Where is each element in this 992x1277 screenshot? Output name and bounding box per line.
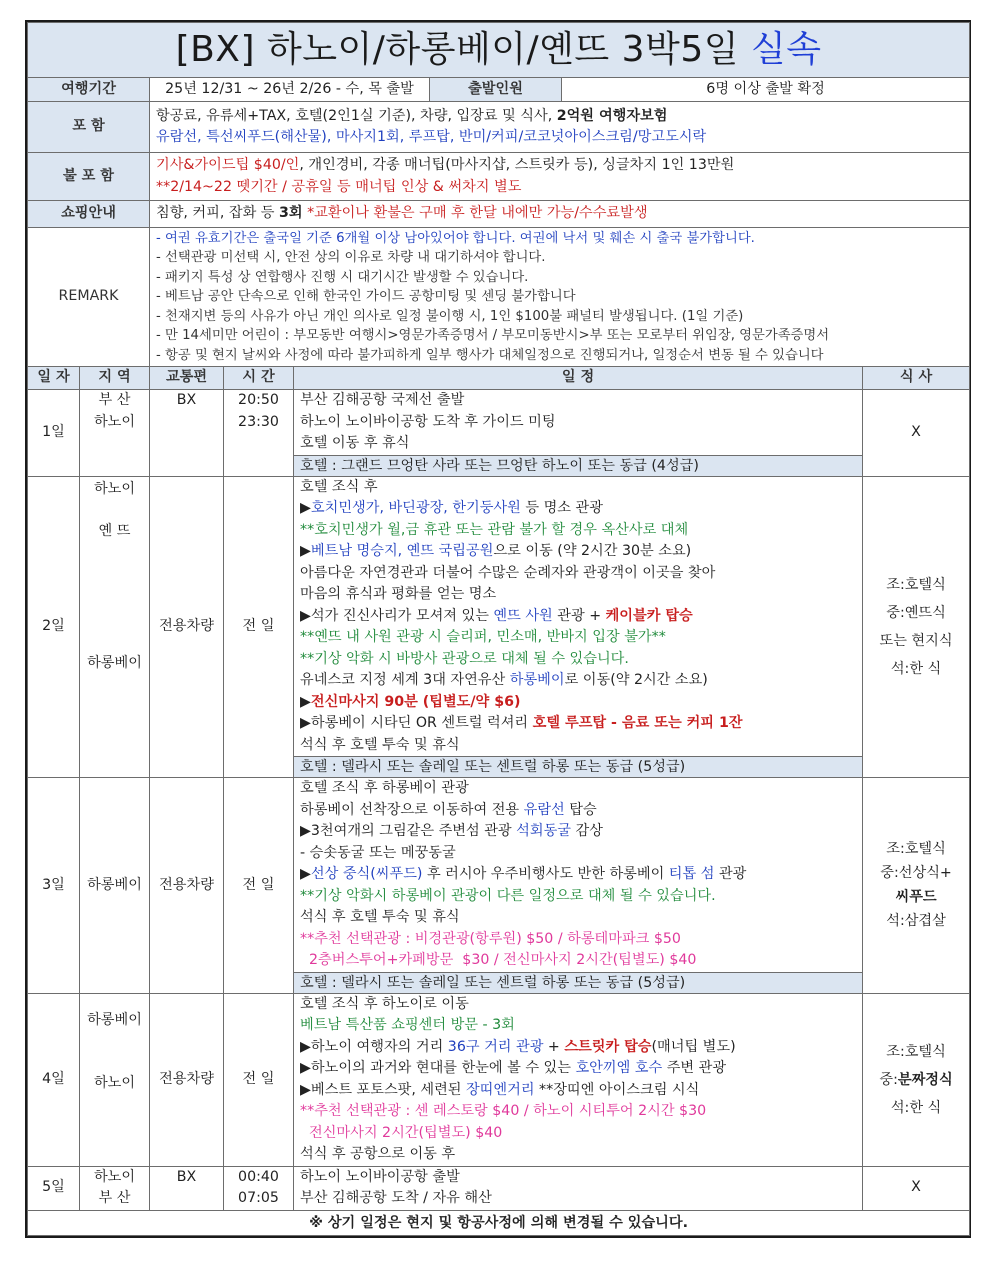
day-transport: 전용차량 [150, 993, 224, 1166]
day-number: 5일 [28, 1166, 80, 1210]
insurance-text: 2억원 여행자보험 [556, 107, 668, 124]
title-accent: 실속 [750, 29, 822, 70]
day-meals: X [863, 390, 970, 477]
remark-item: - 패키지 특성 상 연합행사 진행 시 대기시간 발생할 수 있습니다. [156, 269, 529, 285]
day-itinerary: 호텔 조식 후 ▶호치민생가, 바딘광장, 한기둥사원 등 명소 관광 **호치민생가 월,금 휴관 또는 관람 불가 할 경우 옥산사로 대체 ▶베트남 명승지, 옌뜨 국립공원으로 이동 (약 2시간 30분 소요) 아름다운 자연경관과 더불어 수많은 순례자와 관광객이 이곳을 찾아 마음의 휴식과 평화를 얻는 명소 ▶석가 진신사리가 모셔져 있는 옌뜨 사원 관광 + 케이블카 탑승 **옌뜨 내 사원 관광 시 슬리퍼, 민소매, 반바지 입장 불가** **기상 악화 시 바방사 관광으로 대체 될 수 있습니다. 유네스코 지정 세계 3대 자연유산 하롱베이로 이동(약 2시간 소요) ▶전신마사지 90분 (팁별도/약 $6) ▶하롱베이 시타딘 OR 센트럴 럭셔리 호텔 루프탑 - 음료 또는 커피 1잔 석식 후 호텔 투숙 및 휴식 [294, 476, 863, 757]
include-line1: 항공료, 유류세+TAX, 호텔(2인1실 기준), 차량, 입장료 및 식사, [156, 107, 557, 124]
day-transport: BX [150, 390, 224, 477]
shopping-content [150, 201, 970, 228]
guide-tip-text: 기사&가이드팁 $40/인 [156, 157, 300, 173]
day-row [28, 390, 970, 456]
hotel-info: 호텔 : 델라시 또는 솔레일 또는 센트럴 하롱 또는 동급 (5성급) [294, 757, 863, 778]
day-itinerary: 하노이 노이바이공항 출발 부산 김해공항 도착 / 자유 해산 [294, 1166, 863, 1210]
footer-note: ※ 상기 일정은 현지 및 항공사정에 의해 변경될 수 있습니다. [28, 1210, 970, 1235]
tour-itinerary-sheet [25, 20, 971, 1238]
day-transport: BX [150, 1166, 224, 1210]
day-region: 부 산 하노이 [80, 390, 150, 477]
people-value: 6명 이상 출발 확정 [562, 78, 970, 102]
day-meals: 조:호텔식 중:선상식+ 씨푸드 석:삼겹살 [863, 778, 970, 994]
exclude-label: 불 포 함 [28, 153, 150, 201]
remark-item: - 베트남 공안 단속으로 인해 한국인 가이드 공항미팅 및 센딩 불가합니다 [156, 289, 576, 304]
include-content [150, 102, 970, 153]
hotel-info: 호텔 : 그랜드 므엉탄 사라 또는 므엉탄 하노이 또는 동급 (4성급) [294, 455, 863, 476]
day-row [28, 476, 970, 757]
itinerary-table [27, 22, 970, 1236]
day-time: 전 일 [224, 476, 294, 778]
schedule-header [28, 367, 970, 390]
header-transport: 교통편 [150, 367, 224, 390]
day-time: 전 일 [224, 778, 294, 994]
day-itinerary [294, 390, 863, 456]
header-time: 시 간 [224, 367, 294, 390]
exclude-content [150, 153, 970, 201]
day-time: 00:40 07:05 [224, 1166, 294, 1210]
remark-content [150, 227, 970, 367]
day-number: 1일 [28, 390, 80, 477]
itinerary-line: 호텔 이동 후 휴식 [300, 435, 410, 451]
day-number: 3일 [28, 778, 80, 994]
day-row [28, 993, 970, 1166]
day-meals: X [863, 1166, 970, 1210]
period-label: 여행기간 [28, 78, 150, 102]
title-main: [BX] 하노이/하롱베이/옌뜨 3박5일 [175, 29, 740, 70]
exclude-line1: , 개인경비, 각종 매너팁(마사지샵, 스트릿카 등), 싱글차지 1인 13만원 [299, 157, 735, 173]
day-meals: 조:호텔식 중:옌뜨식 또는 현지식 석:한 식 [863, 476, 970, 778]
day-transport: 전용차량 [150, 778, 224, 994]
remark-item: - 천재지변 등의 사유가 아닌 개인 의사로 일정 불이행 시, 1인 $100불 패널티 발생됩니다. (1일 기준) [156, 308, 744, 324]
shopping-label: 쇼핑안내 [28, 201, 150, 228]
day-transport: 전용차량 [150, 476, 224, 778]
itinerary-line: 하노이 노이바이공항 도착 후 가이드 미팅 [300, 413, 556, 430]
day-itinerary: 호텔 조식 후 하노이로 이동 베트남 특산품 쇼핑센터 방문 - 3회 ▶하노이 여행자의 거리 36구 거리 관광 + 스트릿카 탑승(매너팁 별도) ▶하노이의 과거와 현대를 한눈에 볼 수 있는 호안끼엠 호수 주변 관광 ▶베스트 포토스팟, 세련된 장띠엔거리 **장띠엔 아이스크림 시식 **추천 선택관광 : 센 레스토랑 $40 / 하노이 시티투어 2시간 $30 전신마사지 2시간(팁별도) $40 석식 후 공항으로 이동 후 [294, 993, 863, 1166]
shopping-items: 침향, 커피, 잡화 등 [156, 205, 279, 221]
header-day: 일 자 [28, 367, 80, 390]
shopping-count: 3회 [279, 205, 303, 221]
header-region: 지 역 [80, 367, 150, 390]
include-label: 포 함 [28, 102, 150, 153]
shopping-note: *교환이나 환불은 구매 후 한달 내에만 가능/수수료발생 [302, 205, 648, 221]
itinerary-line: 부산 김해공항 국제선 출발 [300, 392, 465, 408]
period-value: 25년 12/31 ~ 26년 2/26 - 수, 목 출발 [150, 78, 430, 102]
header-meals: 식 사 [863, 367, 970, 390]
day-row [28, 778, 970, 973]
page-title [28, 23, 970, 78]
people-label: 출발인원 [430, 78, 562, 102]
day-time: 20:50 23:30 [224, 390, 294, 477]
hotel-info: 호텔 : 델라시 또는 솔레일 또는 센트럴 하롱 또는 동급 (5성급) [294, 972, 863, 993]
remark-item: - 선택관광 미선택 시, 안전 상의 이유로 차량 내 대기하셔야 합니다. [156, 250, 546, 265]
day-number: 2일 [28, 476, 80, 778]
day-number: 4일 [28, 993, 80, 1166]
day-region: 하롱베이 하노이 [80, 993, 150, 1166]
remark-item: - 항공 및 현지 날씨와 사정에 따라 불가피하게 일부 행사가 대체일정으로 진행되거나, 일정순서 변동 될 수 있습니다 [156, 347, 824, 363]
header-itinerary: 일 정 [294, 367, 863, 390]
day-region: 하노이 부 산 [80, 1166, 150, 1210]
exclude-line2: **2/14~22 뗏기간 / 공휴일 등 매너팁 인상 & 써차지 별도 [156, 178, 522, 195]
day-time: 전 일 [224, 993, 294, 1166]
include-line2: 유람선, 특선씨푸드(해산물), 마사지1회, 루프탑, 반미/커피/코코넛아이스크림/망고도시락 [156, 129, 707, 145]
remark-item: - 여권 유효기간은 출국일 기준 6개월 이상 남아있어야 합니다. 여권에 낙서 및 훼손 시 출국 불가합니다. [156, 230, 755, 246]
day-region: 하노이 옌 뜨 하롱베이 [80, 476, 150, 778]
remark-label: REMARK [28, 227, 150, 367]
remark-item: - 만 14세미만 어린이 : 부모동반 여행시>영문가족증명서 / 부모미동반시>부 또는 모로부터 위임장, 영문가족증명서 [156, 328, 830, 343]
day-row [28, 1166, 970, 1210]
day-region: 하롱베이 [80, 778, 150, 994]
day-meals: 조:호텔식 중:분짜정식 석:한 식 [863, 993, 970, 1166]
day-itinerary: 호텔 조식 후 하롱베이 관광 하롱베이 선착장으로 이동하여 전용 유람선 탑승 ▶3천여개의 그림같은 주변섬 관광 석회동굴 감상 - 승솟동굴 또는 메꿍동굴 ▶선상 중식(씨푸드) 후 러시아 우주비행사도 반한 하롱베이 티톱 섬 관광 **기상 악화시 하롱베이 관광이 다른 일정으로 대체 될 수 있습니다. 석식 후 호텔 투숙 및 휴식 **추천 선택관광 : 비경관광(항루원) $50 / 하롱테마파크 $50 2층버스투어+카페방문 $30 / 전신마사지 2시간(팁별도) $40 [294, 778, 863, 973]
